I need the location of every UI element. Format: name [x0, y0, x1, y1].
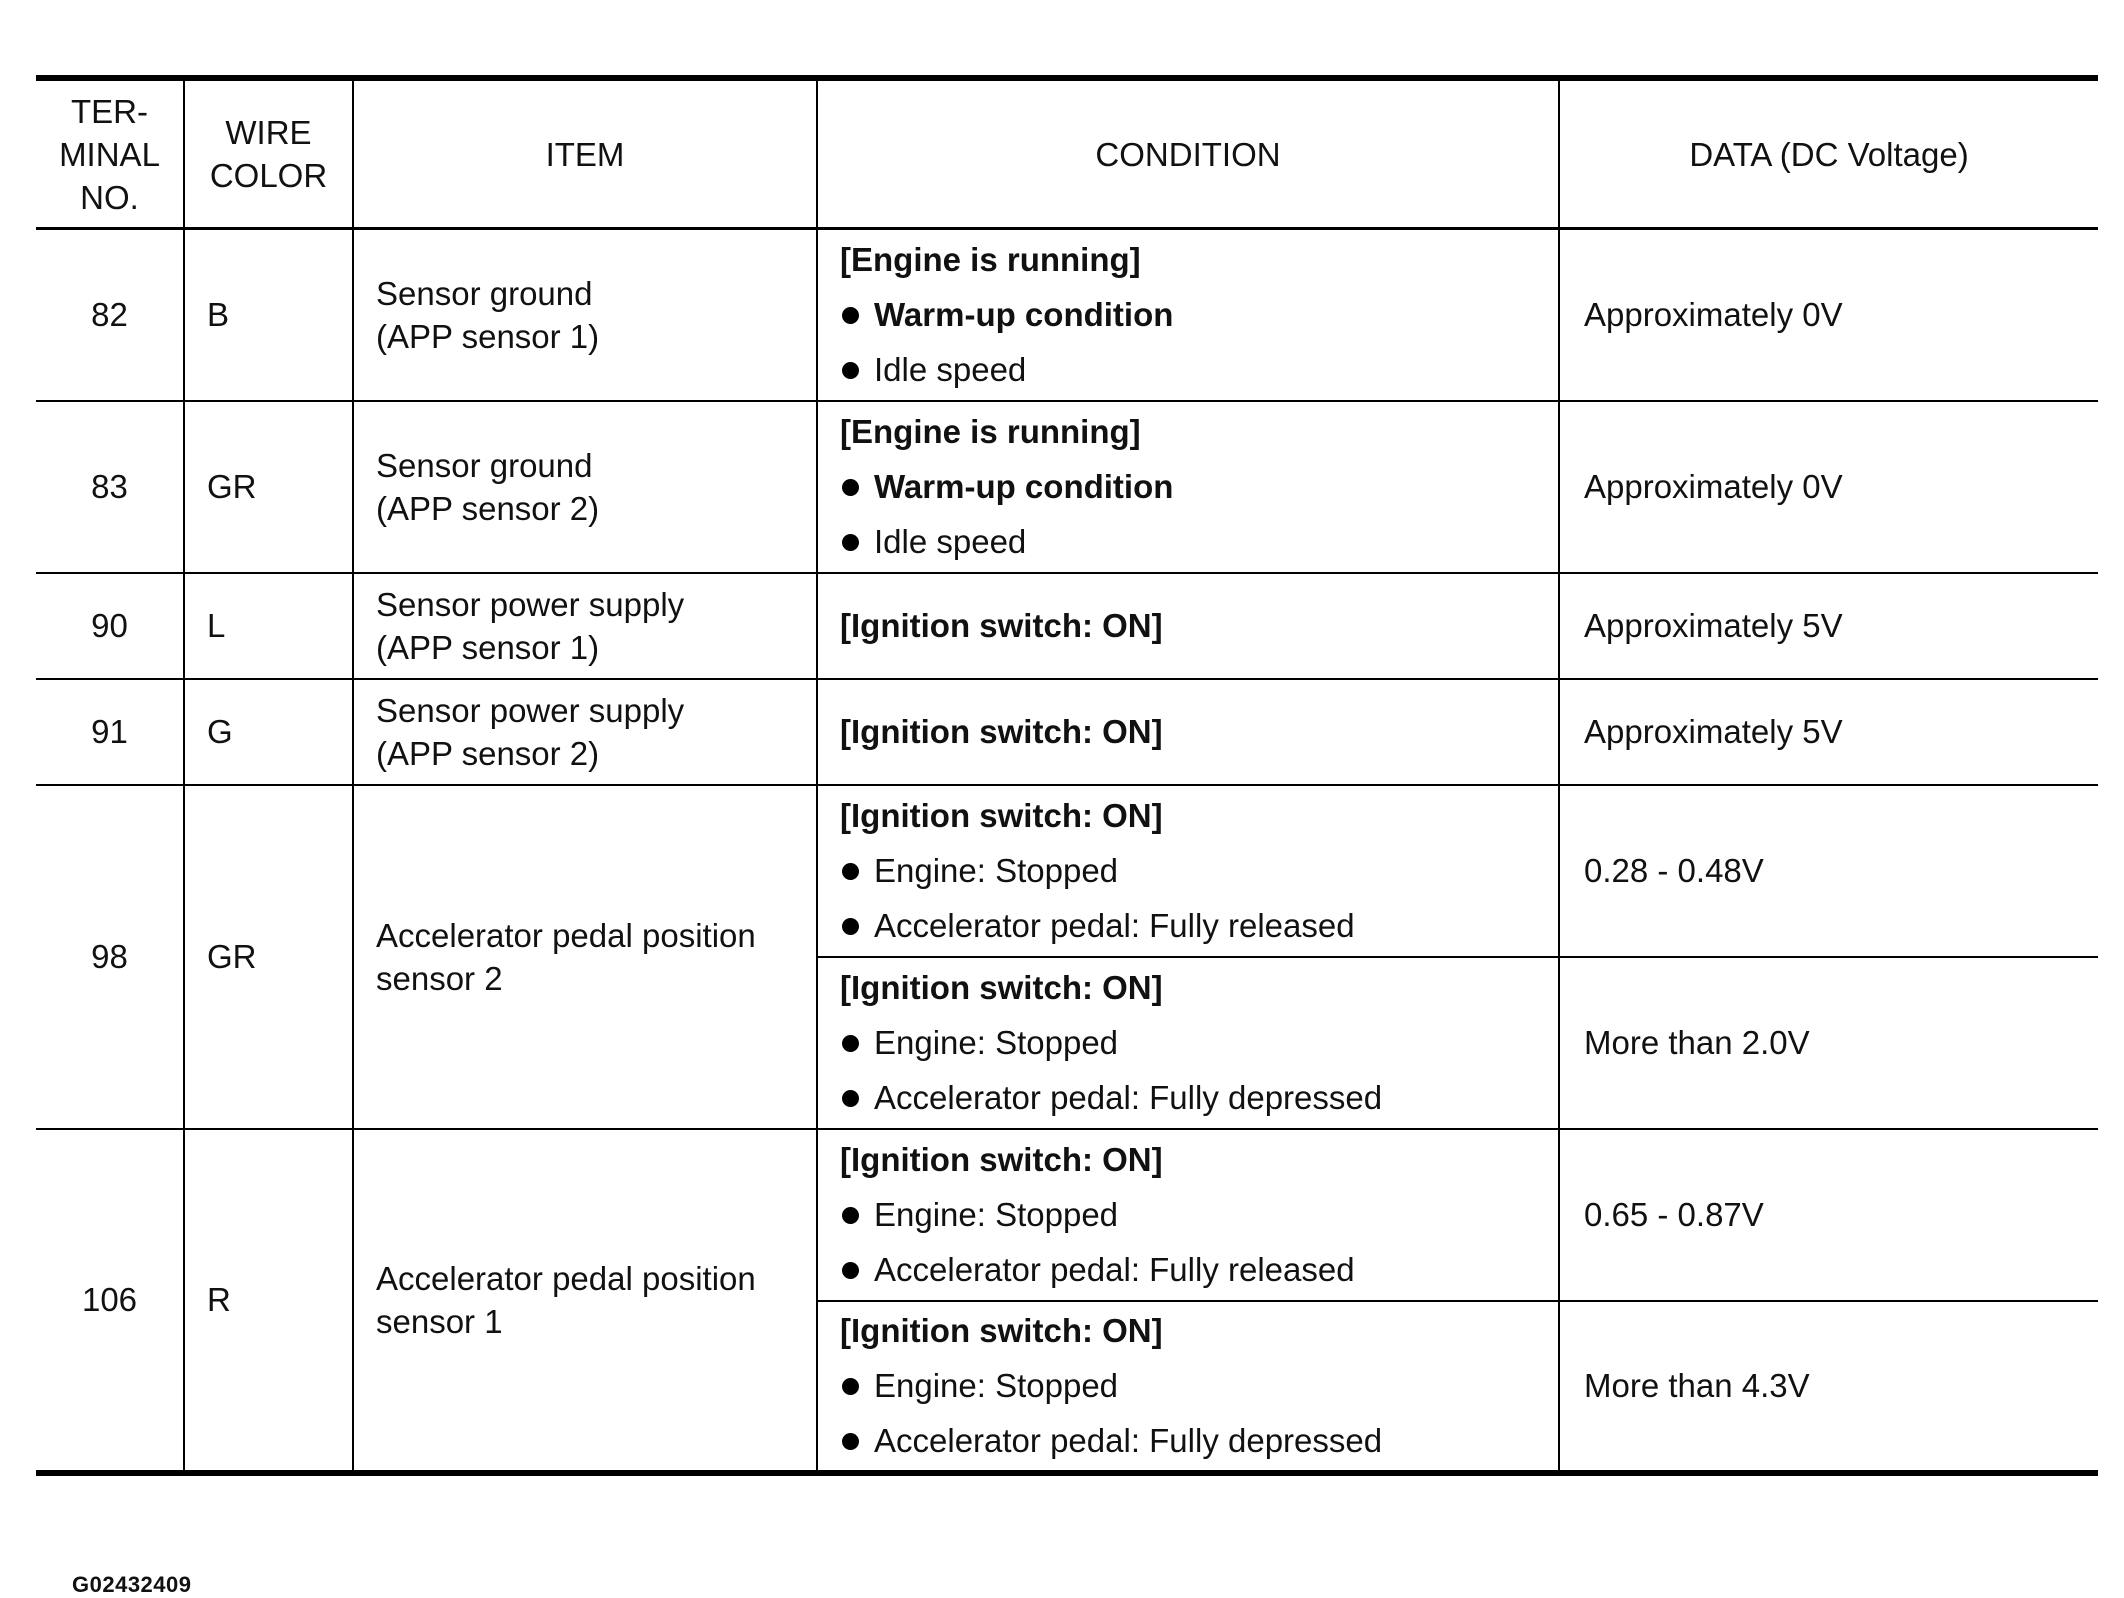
- condition-cell: [817, 957, 1559, 1129]
- condition-item-text: Idle speed: [874, 522, 1027, 560]
- condition-item: [840, 459, 1558, 514]
- condition-item: [840, 1187, 1558, 1242]
- condition-heading: [Ignition switch: ON]: [840, 796, 1163, 834]
- condition-cell: [817, 785, 1559, 957]
- table-header-row: [36, 78, 2098, 229]
- terminal-number: 98: [36, 785, 184, 1129]
- bullet-icon: [842, 479, 859, 496]
- condition-item: [840, 1413, 1558, 1468]
- condition-item-text: Warm-up condition: [874, 467, 1174, 505]
- condition-cell: [817, 1301, 1559, 1473]
- header-item: ITEM: [353, 78, 817, 229]
- header-terminal-no: TER- MINAL NO.: [36, 78, 184, 229]
- bullet-icon: [842, 534, 859, 551]
- item-description: [353, 679, 817, 785]
- condition-item-text: Engine: Stopped: [874, 1366, 1119, 1404]
- condition-item-text: Engine: Stopped: [874, 1195, 1119, 1233]
- bullet-icon: [842, 918, 859, 935]
- condition-item-text: Accelerator pedal: Fully released: [874, 1250, 1355, 1288]
- condition-item: [840, 514, 1558, 569]
- bullet-icon: [842, 362, 859, 379]
- data-voltage: More than 4.3V: [1559, 1301, 2098, 1473]
- condition-cell: [817, 401, 1559, 573]
- table-body: [36, 229, 2098, 1473]
- table-row: [36, 785, 2098, 957]
- condition-heading: [Ignition switch: ON]: [840, 606, 1163, 644]
- item-line: sensor 1: [376, 1302, 503, 1340]
- item-description: [353, 401, 817, 573]
- item-line: Sensor ground: [376, 446, 593, 484]
- item-line: Sensor ground: [376, 274, 593, 312]
- header-wire-color: WIRE COLOR: [184, 78, 353, 229]
- condition-cell: [817, 1129, 1559, 1301]
- terminal-number: 82: [36, 229, 184, 401]
- condition-item-text: Engine: Stopped: [874, 1023, 1119, 1061]
- terminal-spec-table: [36, 75, 2098, 1476]
- bullet-icon: [842, 1262, 859, 1279]
- condition-item-text: Idle speed: [874, 350, 1027, 388]
- condition-item: [840, 898, 1558, 953]
- table-row: [36, 401, 2098, 573]
- data-voltage: 0.28 - 0.48V: [1559, 785, 2098, 957]
- item-line: Accelerator pedal position: [376, 1259, 756, 1297]
- data-voltage: Approximately 0V: [1559, 229, 2098, 401]
- condition-item: [840, 342, 1558, 397]
- condition-item: [840, 1358, 1558, 1413]
- item-line: (APP sensor 2): [376, 489, 600, 527]
- wire-color: L: [184, 573, 353, 679]
- header-data: DATA (DC Voltage): [1559, 78, 2098, 229]
- item-line: (APP sensor 1): [376, 317, 600, 355]
- condition-item-text: Accelerator pedal: Fully released: [874, 906, 1355, 944]
- wire-color: B: [184, 229, 353, 401]
- wire-color: G: [184, 679, 353, 785]
- condition-item-text: Warm-up condition: [874, 295, 1174, 333]
- condition-item-text: Accelerator pedal: Fully depressed: [874, 1078, 1383, 1116]
- condition-heading: [Engine is running]: [840, 412, 1141, 450]
- bullet-icon: [842, 1433, 859, 1450]
- condition-item-text: Engine: Stopped: [874, 851, 1119, 889]
- terminal-number: 91: [36, 679, 184, 785]
- wire-color: GR: [184, 785, 353, 1129]
- figure-id: G02432409: [72, 1572, 192, 1597]
- data-voltage: 0.65 - 0.87V: [1559, 1129, 2098, 1301]
- item-line: Sensor power supply: [376, 691, 685, 729]
- condition-cell: [817, 229, 1559, 401]
- condition-item: [840, 1015, 1558, 1070]
- data-voltage: Approximately 0V: [1559, 401, 2098, 573]
- bullet-icon: [842, 1090, 859, 1107]
- wire-color: GR: [184, 401, 353, 573]
- item-line: sensor 2: [376, 959, 503, 997]
- table-row: [36, 1129, 2098, 1301]
- condition-heading: [Ignition switch: ON]: [840, 1311, 1163, 1349]
- item-description: [353, 573, 817, 679]
- data-voltage: Approximately 5V: [1559, 573, 2098, 679]
- condition-heading: [Engine is running]: [840, 240, 1141, 278]
- item-line: (APP sensor 2): [376, 734, 600, 772]
- data-voltage: Approximately 5V: [1559, 679, 2098, 785]
- terminal-number: 83: [36, 401, 184, 573]
- item-description: [353, 229, 817, 401]
- bullet-icon: [842, 1207, 859, 1224]
- condition-cell: [817, 679, 1559, 785]
- header-condition: CONDITION: [817, 78, 1559, 229]
- terminal-number: 90: [36, 573, 184, 679]
- document-page: [36, 75, 2098, 1597]
- item-line: Sensor power supply: [376, 585, 685, 623]
- condition-cell: [817, 573, 1559, 679]
- item-description: [353, 1129, 817, 1473]
- condition-item-text: Accelerator pedal: Fully depressed: [874, 1421, 1383, 1459]
- condition-heading: [Ignition switch: ON]: [840, 1140, 1163, 1178]
- bullet-icon: [842, 1378, 859, 1395]
- table-row: [36, 679, 2098, 785]
- condition-item: [840, 843, 1558, 898]
- bullet-icon: [842, 1035, 859, 1052]
- wire-color: R: [184, 1129, 353, 1473]
- item-line: Accelerator pedal position: [376, 916, 756, 954]
- item-line: (APP sensor 1): [376, 628, 600, 666]
- table-row: [36, 573, 2098, 679]
- data-voltage: More than 2.0V: [1559, 957, 2098, 1129]
- condition-item: [840, 287, 1558, 342]
- terminal-number: 106: [36, 1129, 184, 1473]
- table-row: [36, 229, 2098, 401]
- condition-heading: [Ignition switch: ON]: [840, 968, 1163, 1006]
- bullet-icon: [842, 307, 859, 324]
- condition-item: [840, 1070, 1558, 1125]
- bullet-icon: [842, 863, 859, 880]
- item-description: [353, 785, 817, 1129]
- condition-heading: [Ignition switch: ON]: [840, 712, 1163, 750]
- condition-item: [840, 1242, 1558, 1297]
